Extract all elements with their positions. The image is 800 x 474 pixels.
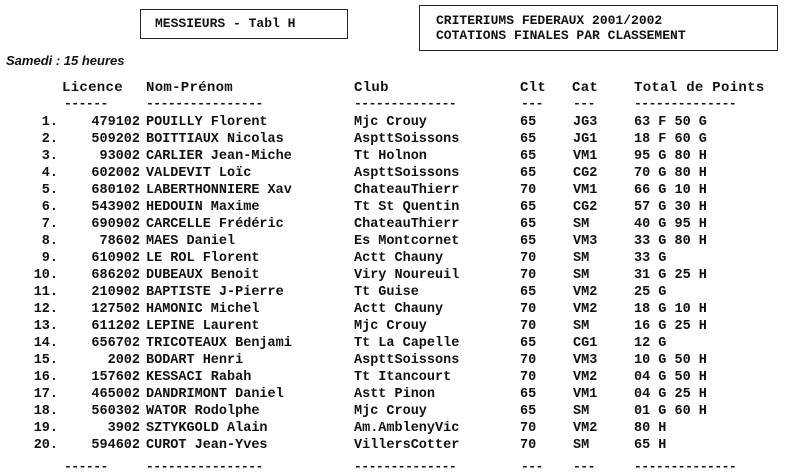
club: AspttSoissons — [354, 132, 460, 147]
player-name: VALDEVIT Loïc — [146, 166, 252, 181]
rank: 11. — [33, 285, 58, 300]
rank: 15. — [33, 353, 58, 368]
classement: 65 — [520, 149, 537, 164]
club: AspttSoissons — [354, 166, 460, 181]
criterium-title-line1: CRITERIUMS FEDERAUX 2001/2002 — [436, 13, 663, 28]
player-name: KESSACI Rabah — [146, 370, 252, 385]
total-points: 33 G — [634, 251, 667, 266]
category: VM1 — [573, 387, 598, 402]
player-name: BOITTIAUX Nicolas — [146, 132, 284, 147]
licence: 210902 — [91, 285, 140, 300]
classement: 65 — [520, 200, 537, 215]
player-name: BAPTISTE J-Pierre — [146, 285, 284, 300]
rank: 17. — [33, 387, 58, 402]
club: Mjc Crouy — [354, 115, 427, 130]
separator-clt: --- — [521, 96, 543, 111]
category: JG3 — [573, 115, 598, 130]
classement: 65 — [520, 387, 537, 402]
rank: 1. — [41, 115, 58, 130]
footer-separator-nom: ---------------- — [146, 459, 263, 474]
table-row — [0, 149, 800, 166]
rank: 8. — [41, 234, 58, 249]
table-row — [0, 217, 800, 234]
table-row — [0, 387, 800, 404]
player-name: HAMONIC Michel — [146, 302, 260, 317]
player-name: CARCELLE Frédéric — [146, 217, 284, 232]
rank: 6. — [41, 200, 58, 215]
category: CG2 — [573, 200, 598, 215]
classement: 65 — [520, 404, 537, 419]
footer-separator-clt: --- — [521, 459, 543, 474]
club: Actt Chauny — [354, 302, 444, 317]
total-points: 18 F 60 G — [634, 132, 707, 147]
total-points: 57 G 30 H — [634, 200, 707, 215]
footer-separator-club: -------------- — [354, 459, 457, 474]
category: VM2 — [573, 302, 598, 317]
category: VM2 — [573, 421, 598, 436]
classement: 65 — [520, 336, 537, 351]
table-row — [0, 353, 800, 370]
category: VM3 — [573, 353, 598, 368]
total-points: 33 G 80 H — [634, 234, 707, 249]
category: SM — [573, 438, 590, 453]
total-points: 18 G 10 H — [634, 302, 707, 317]
total-points: 31 G 25 H — [634, 268, 707, 283]
category: SM — [573, 251, 590, 266]
club: Viry Noureuil — [354, 268, 460, 283]
category: SM — [573, 217, 590, 232]
licence: 611202 — [91, 319, 140, 334]
player-name: HEDOUIN Maxime — [146, 200, 260, 215]
classement: 65 — [520, 115, 537, 130]
player-name: POUILLY Florent — [146, 115, 268, 130]
licence: 690902 — [91, 217, 140, 232]
rank: 19. — [33, 421, 58, 436]
rank: 7. — [41, 217, 58, 232]
club: Astt Pinon — [354, 387, 436, 402]
club: ChateauThierr — [354, 217, 460, 232]
classement: 70 — [520, 183, 537, 198]
player-name: TRICOTEAUX Benjami — [146, 336, 292, 351]
licence: 543902 — [91, 200, 140, 215]
table-row — [0, 421, 800, 438]
criterium-title-box — [419, 5, 778, 51]
club: ChateauThierr — [354, 183, 460, 198]
separator-total: -------------- — [634, 96, 737, 111]
classement: 70 — [520, 438, 537, 453]
classement: 70 — [520, 370, 537, 385]
licence: 509202 — [91, 132, 140, 147]
table-row — [0, 404, 800, 421]
licence: 127502 — [91, 302, 140, 317]
player-name: LABERTHONNIERE Xav — [146, 183, 292, 198]
category: SM — [573, 404, 590, 419]
classement: 65 — [520, 132, 537, 147]
total-points: 66 G 10 H — [634, 183, 707, 198]
club: Tt La Capelle — [354, 336, 460, 351]
player-name: CARLIER Jean-Miche — [146, 149, 292, 164]
col-header-club: Club — [354, 80, 389, 96]
table-row — [0, 234, 800, 251]
category: SM — [573, 268, 590, 283]
classement: 65 — [520, 166, 537, 181]
player-name: MAES Daniel — [146, 234, 236, 249]
category: VM2 — [573, 370, 598, 385]
table-row — [0, 200, 800, 217]
licence: 610902 — [91, 251, 140, 266]
rank: 20. — [33, 438, 58, 453]
total-points: 70 G 80 H — [634, 166, 707, 181]
category: JG1 — [573, 132, 598, 147]
category: VM2 — [573, 285, 598, 300]
rank: 14. — [33, 336, 58, 351]
table-row — [0, 132, 800, 149]
total-points: 40 G 95 H — [634, 217, 707, 232]
club: Actt Chauny — [354, 251, 444, 266]
table-row — [0, 319, 800, 336]
club: AspttSoissons — [354, 353, 460, 368]
rank: 18. — [33, 404, 58, 419]
rank: 5. — [41, 183, 58, 198]
total-points: 65 H — [634, 438, 667, 453]
player-name: DANDRIMONT Daniel — [146, 387, 284, 402]
rank: 12. — [33, 302, 58, 317]
footer-separator-total: -------------- — [634, 459, 737, 474]
player-name: CUROT Jean-Yves — [146, 438, 268, 453]
club: Tt St Quentin — [354, 200, 460, 215]
club: Es Montcornet — [354, 234, 460, 249]
col-header-nom: Nom-Prénom — [146, 80, 234, 96]
footer-separator-cat: --- — [573, 459, 595, 474]
player-name: LEPINE Laurent — [146, 319, 260, 334]
classement: 70 — [520, 319, 537, 334]
rank: 3. — [41, 149, 58, 164]
separator-club: -------------- — [354, 96, 457, 111]
rank: 2. — [41, 132, 58, 147]
category: CG1 — [573, 336, 598, 351]
licence: 560302 — [91, 404, 140, 419]
player-name: BODART Henri — [146, 353, 244, 368]
total-points: 10 G 50 H — [634, 353, 707, 368]
table-title-box — [140, 9, 348, 39]
total-points: 04 G 25 H — [634, 387, 707, 402]
licence: 2002 — [107, 353, 140, 368]
table-row — [0, 115, 800, 132]
club: Mjc Crouy — [354, 404, 427, 419]
licence: 602002 — [91, 166, 140, 181]
col-header-cat: Cat — [572, 80, 599, 96]
table-row — [0, 268, 800, 285]
table-row — [0, 251, 800, 268]
licence: 3902 — [107, 421, 140, 436]
licence: 78602 — [99, 234, 140, 249]
rank: 10. — [33, 268, 58, 283]
classement: 70 — [520, 353, 537, 368]
club: Tt Guise — [354, 285, 419, 300]
table-row — [0, 438, 800, 455]
total-points: 16 G 25 H — [634, 319, 707, 334]
col-header-licence: Licence — [62, 80, 123, 96]
classement: 65 — [520, 234, 537, 249]
licence: 680102 — [91, 183, 140, 198]
club: Mjc Crouy — [354, 319, 427, 334]
licence: 656702 — [91, 336, 140, 351]
club: VillersCotter — [354, 438, 460, 453]
table-row — [0, 183, 800, 200]
player-name: WATOR Rodolphe — [146, 404, 260, 419]
table-title: MESSIEURS - Tabl H — [155, 16, 296, 31]
club: Am.AmblenyVic — [354, 421, 460, 436]
ranking-table — [0, 115, 800, 455]
total-points: 12 G — [634, 336, 667, 351]
licence: 465002 — [91, 387, 140, 402]
total-points: 01 G 60 H — [634, 404, 707, 419]
total-points: 80 H — [634, 421, 667, 436]
rank: 13. — [33, 319, 58, 334]
player-name: SZTYKGOLD Alain — [146, 421, 268, 436]
table-row — [0, 285, 800, 302]
licence: 93002 — [99, 149, 140, 164]
total-points: 25 G — [634, 285, 667, 300]
rank: 9. — [41, 251, 58, 266]
licence: 686202 — [91, 268, 140, 283]
category: SM — [573, 319, 590, 334]
total-points: 95 G 80 H — [634, 149, 707, 164]
player-name: DUBEAUX Benoit — [146, 268, 260, 283]
classement: 70 — [520, 421, 537, 436]
separator-cat: --- — [573, 96, 595, 111]
licence: 594602 — [91, 438, 140, 453]
category: VM1 — [573, 183, 598, 198]
category: VM3 — [573, 234, 598, 249]
rank: 4. — [41, 166, 58, 181]
category: CG2 — [573, 166, 598, 181]
separator-licence: ------ — [64, 96, 108, 111]
footer-separator-licence: ------ — [64, 459, 108, 474]
separator-nom: ---------------- — [146, 96, 263, 111]
licence: 157602 — [91, 370, 140, 385]
classement: 65 — [520, 217, 537, 232]
licence: 479102 — [91, 115, 140, 130]
table-row — [0, 302, 800, 319]
session-time: Samedi : 15 heures — [6, 53, 125, 68]
category: VM1 — [573, 149, 598, 164]
col-header-clt: Clt — [520, 80, 547, 96]
table-row — [0, 336, 800, 353]
total-points: 04 G 50 H — [634, 370, 707, 385]
club: Tt Holnon — [354, 149, 427, 164]
criterium-title-line2: COTATIONS FINALES PAR CLASSEMENT — [436, 28, 686, 43]
table-row — [0, 370, 800, 387]
classement: 70 — [520, 302, 537, 317]
col-header-total: Total de Points — [634, 80, 765, 96]
total-points: 63 F 50 G — [634, 115, 707, 130]
club: Tt Itancourt — [354, 370, 452, 385]
rank: 16. — [33, 370, 58, 385]
player-name: LE ROL Florent — [146, 251, 260, 266]
classement: 65 — [520, 285, 537, 300]
table-row — [0, 166, 800, 183]
classement: 70 — [520, 268, 537, 283]
classement: 70 — [520, 251, 537, 266]
